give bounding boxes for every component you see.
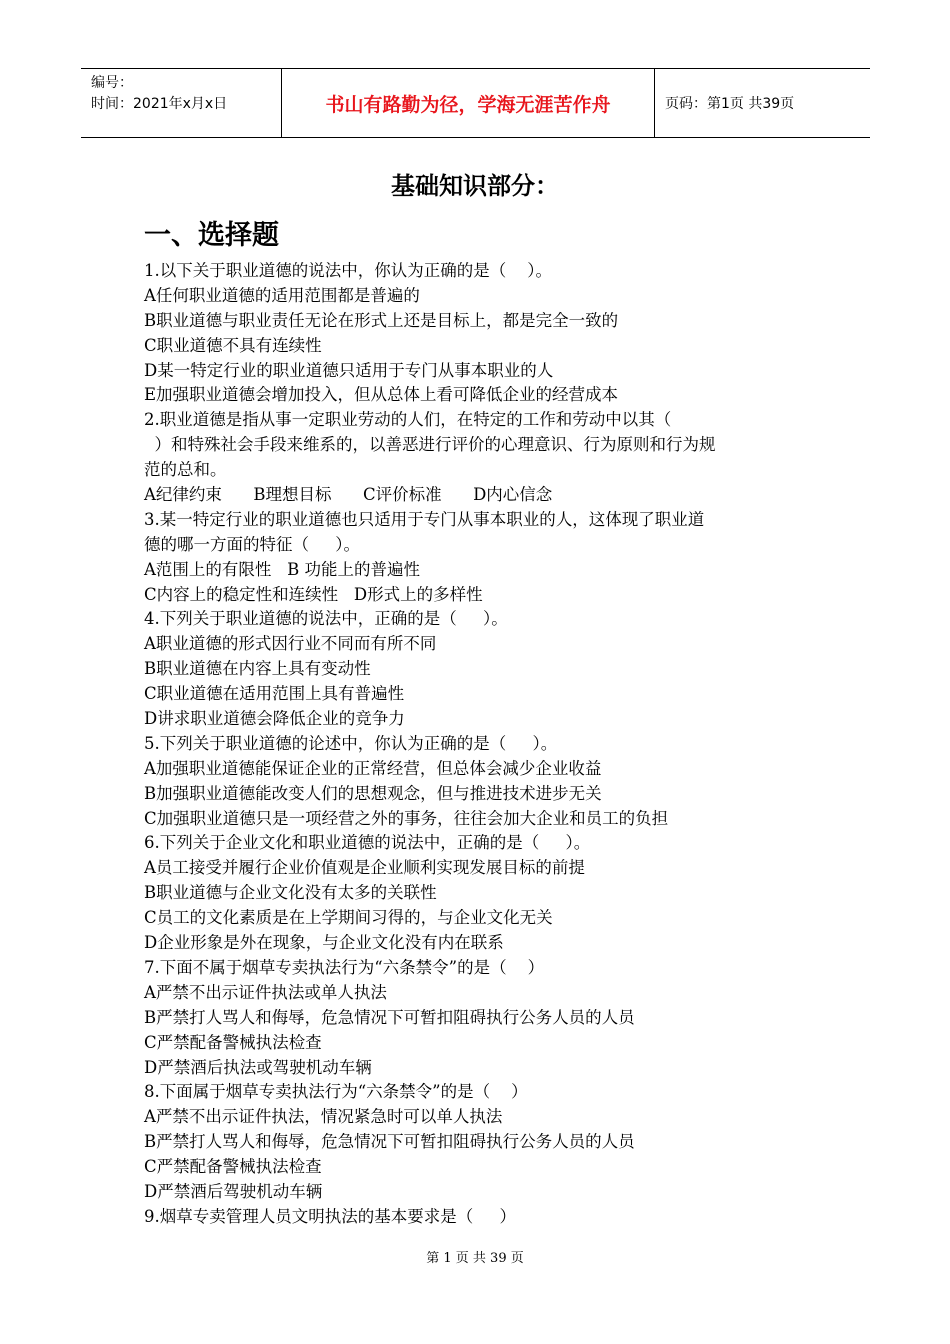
text-line: B严禁打人骂人和侮辱，危急情况下可暂扣阻碍执行公务人员的人员: [144, 1007, 635, 1027]
text-line: 7.下面不属于烟草专卖执法行为“六条禁令”的是（ ）: [144, 957, 545, 977]
header-page-info: 页码：第1页 共39页: [665, 96, 795, 112]
number-label: 编号：: [91, 75, 133, 91]
text-line: 4.下列关于职业道德的说法中，正确的是（ ）。: [144, 609, 508, 629]
text-line: C员工的文化素质是在上学期间习得的，与企业文化无关: [144, 908, 553, 928]
section-title: 基础知识部分：: [391, 172, 559, 200]
text-line: D讲求职业道德会降低企业的竞争力: [144, 709, 405, 729]
text-line: 1.以下关于职业道德的说法中，你认为正确的是（ ）。: [144, 261, 552, 280]
text-line: B职业道德与职业责任无论在形式上还是目标上，都是完全一致的: [144, 310, 619, 330]
text-line: B职业道德在内容上具有变动性: [144, 659, 371, 679]
text-line: C加强职业道德只是一项经营之外的事务，往往会加大企业和员工的负担: [144, 808, 669, 828]
page-header-table: [81, 68, 870, 138]
text-line: E加强职业道德会增加投入，但从总体上看可降低企业的经营成本: [144, 385, 619, 405]
text-line: 3.某一特定行业的职业道德也只适用于专门从事本职业的人，这体现了职业道: [144, 509, 705, 529]
text-line: D企业形象是外在现象，与企业文化没有内在联系: [144, 933, 504, 953]
text-line: C内容上的稳定性和连续性 D形式上的多样性: [144, 584, 483, 604]
text-line: D严禁酒后驾驶机动车辆: [144, 1181, 323, 1201]
date-label: 时间：2021年x月x日: [91, 96, 228, 112]
text-line: 8.下面属于烟草专卖执法行为“六条禁令”的是（ ）: [144, 1082, 528, 1102]
subsection-title: 一、选择题: [144, 220, 279, 251]
header-meta-cell: [81, 69, 282, 137]
header-motto: 书山有路勤为径，学海无涯苦作舟: [282, 69, 655, 137]
text-line: 德的哪一方面的特征（ ）。: [144, 534, 360, 554]
text-line: A范围上的有限性 B 功能上的普遍性: [144, 559, 421, 579]
text-line: A任何职业道德的适用范围都是普遍的: [144, 285, 420, 305]
text-line: A职业道德的形式因行业不同而有所不同: [144, 634, 437, 654]
text-line: D严禁酒后执法或驾驶机动车辆: [144, 1057, 372, 1077]
text-line: 范的总和。: [144, 460, 227, 480]
text-line: C严禁配备警械执法检查: [144, 1157, 322, 1177]
text-line: C职业道德不具有连续性: [144, 335, 322, 355]
text-line: B严禁打人骂人和侮辱，危急情况下可暂扣阻碍执行公务人员的人员: [144, 1132, 635, 1152]
text-line: A纪律约束 B理想目标 C评价标准 D内心信念: [144, 485, 553, 505]
text-line: A员工接受并履行企业价值观是企业顺利实现发展目标的前提: [144, 858, 585, 878]
text-line: 2.职业道德是指从事一定职业劳动的人们，在特定的工作和劳动中以其（: [144, 410, 672, 430]
text-line: A严禁不出示证件执法或单人执法: [144, 982, 387, 1002]
text-line: 9.烟草专卖管理人员文明执法的基本要求是（ ）: [144, 1206, 516, 1226]
text-line: B职业道德与企业文化没有太多的关联性: [144, 883, 437, 903]
text-line: A严禁不出示证件执法，情况紧急时可以单人执法: [144, 1107, 503, 1127]
text-line: 6.下列关于企业文化和职业道德的说法中，正确的是（ ）。: [144, 833, 591, 853]
text-line: B加强职业道德能改变人们的思想观念，但与推进技术进步无关: [144, 783, 602, 803]
text-line: D某一特定行业的职业道德只适用于专门从事本职业的人: [144, 360, 554, 380]
text-line: C严禁配备警械执法检查: [144, 1032, 322, 1052]
text-line: 5.下列关于职业道德的论述中，你认为正确的是（ ）。: [144, 733, 558, 753]
text-line: ）和特殊社会手段来维系的，以善恶进行评价的心理意识、行为原则和行为规: [144, 435, 716, 455]
text-line: A加强职业道德能保证企业的正常经营，但总体会减少企业收益: [144, 758, 602, 778]
question-content: [144, 259, 814, 1230]
text-line: C职业道德在适用范围上具有普遍性: [144, 684, 405, 704]
page-footer: 第 1 页 共 39 页: [426, 1251, 524, 1266]
